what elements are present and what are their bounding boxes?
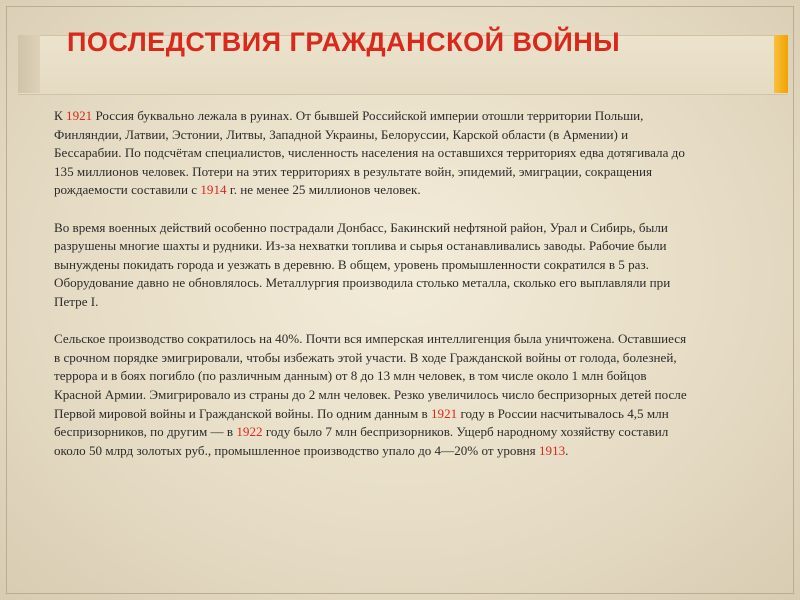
paragraph-2 <box>54 219 694 312</box>
paragraph-3 <box>54 330 694 460</box>
title-accent-tab <box>774 35 788 93</box>
year-1922: 1922 <box>236 424 263 440</box>
paragraph-2-run-1: Во время военных действий особенно пострадали Донбасс, Бакинский нефтяной район, Урал и Сибирь, были разрушены многие шахты и рудники. Из-за нехватки топлива и сырья останавливались заводы. Рабочие были вынуждены покидать города и уезжать в деревню. В общем, уровень промышленности сократился в 5 раз. Оборудование давно не обновлялось. Металлургия производила столько металла, сколько его выплавляли при Петре I. <box>54 219 671 309</box>
paragraph-3-run-3: году в России насчитывалось 4,5 млн беспризорников, по другим — в <box>54 405 669 440</box>
year-1921-second: 1921 <box>431 405 458 421</box>
slide-title: ПОСЛЕДСТВИЯ ГРАЖДАНСКОЙ ВОЙНЫ <box>67 27 621 57</box>
paragraph-1 <box>54 107 694 200</box>
title-left-tab <box>18 35 40 93</box>
paragraph-1-run-1: К <box>54 108 67 123</box>
paragraph-3-run-5: году было 7 млн беспризорников. Ущерб народному хозяйству составил около 50 млрд золотых руб., промышленное производство упало до 4—20% от уровня <box>54 424 669 458</box>
paragraph-1-run-5: г. не менее 25 миллионов человек. <box>226 182 421 198</box>
paragraph-3-run-7: . <box>565 442 569 458</box>
slide-body <box>54 107 694 460</box>
year-1914: 1914 <box>200 182 227 198</box>
year-1921: 1921 <box>66 108 93 123</box>
paragraph-1-run-3: Россия буквально лежала в руинах. От бывшей Российской империи отошли территории Польши, Финляндии, Латвии, Эстонии, Литвы, Западной Украины, Белоруссии, Карской области (в Армении) и Бессарабии. По подсчётам специалистов, численность населения на оставшихся территориях едва дотягивала до 135 миллионов человек. Потери на этих территориях в результате войн, эпидемий, эмиграции, сокращения рождаемости составили с <box>54 108 685 198</box>
year-1913: 1913 <box>538 442 566 458</box>
paragraph-3-run-1: Сельское производство сократилось на 40%. Почти вся имперская интеллигенция была уничтожена. Оставшиеся в срочном порядке эмигрировали, чтобы избежать этой участи. В ходе Гражданской войны от голода, болезней, террора и в боях погибло (по различным данным) от 8 до 13 млн человек, в том числе около 1 млн бойцов Красной Армии. Эмигрировало из страны до 2 млн человек. Резко увеличилось число беспризорных детей после Первой мировой войны и Гражданской войны. По одним данным в <box>54 331 687 421</box>
